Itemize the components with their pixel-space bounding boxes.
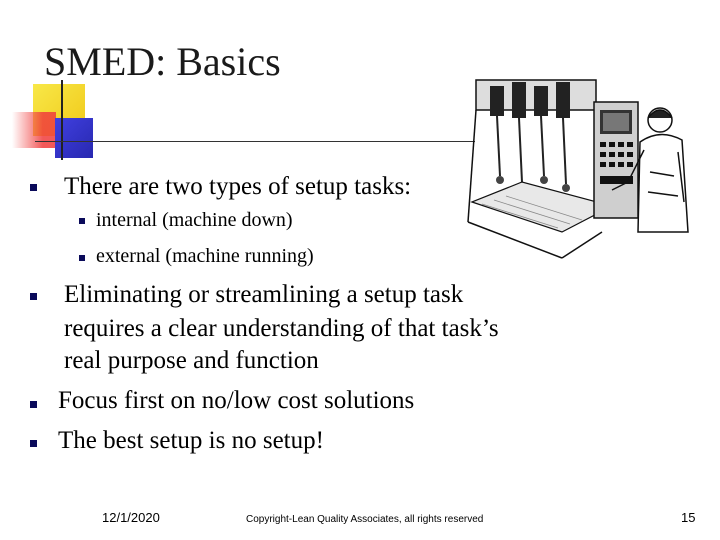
bullet-2-line-1: Eliminating or streamlining a setup task	[64, 281, 464, 308]
bullet-2-line-2: requires a clear understanding of that task’s	[64, 315, 499, 342]
bullet-3-text: Focus first on no/low cost solutions	[58, 387, 415, 414]
decor-red-square	[12, 112, 56, 148]
sub-bullet-marker	[79, 255, 85, 261]
sub-bullet-1-text: internal (machine down)	[96, 209, 293, 231]
bullet-4-text: The best setup is no setup!	[58, 427, 324, 454]
footer-copyright: Copyright-Lean Quality Associates, all rights reserved	[246, 514, 484, 525]
bullet-marker	[30, 293, 37, 300]
sub-bullet-marker	[79, 218, 85, 224]
bullet-marker	[30, 184, 37, 191]
decor-horizontal-line	[35, 141, 475, 142]
sub-bullet-2-text: external (machine running)	[96, 245, 314, 267]
decor-vertical-line	[61, 80, 63, 160]
page-number: 15	[681, 510, 696, 525]
slide-title: SMED: Basics	[44, 39, 281, 84]
bullet-1-text: There are two types of setup tasks:	[64, 173, 412, 200]
bullet-marker	[30, 401, 37, 408]
machine-operator-illustration	[462, 72, 694, 268]
bullet-2-line-3: real purpose and function	[64, 347, 319, 374]
bullet-marker	[30, 440, 37, 447]
footer-date: 12/1/2020	[102, 510, 160, 525]
